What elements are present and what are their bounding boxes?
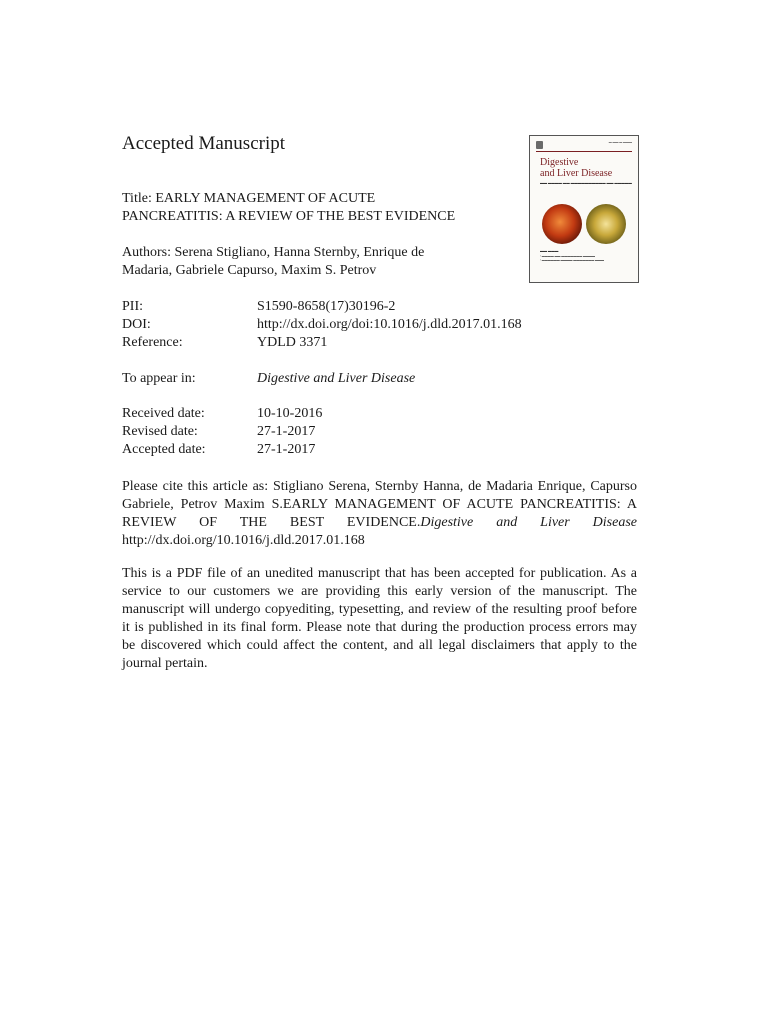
appear-label: To appear in:	[122, 371, 196, 386]
title-line: PANCREATITIS: A REVIEW OF THE BEST EVIDENCE	[122, 209, 456, 224]
accepted-date-label: Accepted date:	[122, 442, 206, 457]
reference-row	[122, 334, 642, 352]
appear-in-row	[122, 370, 642, 388]
doi-label: DOI:	[122, 317, 151, 332]
page-heading: Accepted Manuscript	[122, 133, 286, 154]
cover-journal-title: Digestive and Liver Disease	[540, 157, 613, 179]
accepted-date-value: 27-1-2017	[257, 442, 316, 457]
pii-row	[122, 298, 642, 316]
journal-cover-image	[529, 135, 639, 283]
identifier-list	[122, 298, 642, 352]
cover-rule	[536, 151, 632, 152]
authors-line: Madaria, Gabriele Capurso, Maxim S. Petrov	[122, 263, 377, 278]
cover-contents-heading: ▬▬ ▬▬▬	[540, 249, 559, 253]
revised-date-label: Revised date:	[122, 424, 198, 439]
disclaimer-paragraph: This is a PDF file of an unedited manuscript that has been accepted for publication. As a service to our customers we are providing this early version of the manuscript. The manuscript will undergo copyediting, typesetting, and review of the resulting proof before it is published in its final form. Please note that during the production process errors may be discovered which could affect the content, and all legal disclaimers that apply to the journal pertain.	[122, 566, 637, 671]
accepted-date-row	[122, 441, 642, 459]
citation-journal: Digestive and Liver Disease	[420, 515, 637, 530]
pii-label: PII:	[122, 299, 143, 314]
reference-label: Reference:	[122, 335, 183, 350]
authors-line: Authors: Serena Stigliano, Hanna Sternby, Enrique de	[122, 245, 425, 260]
citation-link[interactable]: http://dx.doi.org/10.1016/j.dld.2017.01.168	[122, 533, 365, 548]
cover-fine-print: ▬ ▬▬ ▬ ▬▬▬	[608, 140, 632, 144]
journal-name: Digestive and Liver Disease	[257, 371, 416, 386]
title-line: Title: EARLY MANAGEMENT OF ACUTE	[122, 191, 376, 206]
reference-value: YDLD 3371	[257, 335, 328, 350]
revised-date-value: 27-1-2017	[257, 424, 316, 439]
received-date-value: 10-10-2016	[257, 406, 323, 421]
date-list	[122, 405, 642, 459]
received-date-label: Received date:	[122, 406, 205, 421]
doi-row	[122, 316, 642, 334]
pii-value: S1590-8658(17)30196-2	[257, 299, 396, 314]
cover-endoscopy-image	[542, 204, 582, 244]
cover-contents-lines: • ▬▬▬▬ ▬▬ ▬▬▬▬▬▬▬ ▬▬▬▬ • ▬▬▬▬▬▬ ▬▬▬▬ ▬▬▬▬▬▬▬ ▬▬▬	[540, 254, 605, 262]
received-date-row	[122, 405, 642, 423]
revised-date-row	[122, 423, 642, 441]
cover-subtitle-lines: ▬▬ ▬▬▬▬ ▬▬ ▬▬▬▬▬▬▬▬▬▬ ▬▬ ▬▬▬▬▬	[540, 181, 632, 185]
cover-microscopy-image	[586, 204, 626, 244]
manuscript-authors	[122, 244, 502, 280]
citation-paragraph	[122, 478, 637, 550]
citation-text: Please cite this article as: Stigliano Serena, Sternby Hanna, de Madaria Enrique, Capurso Gabriele, Petrov Maxim S.EARLY MANAGEMENT OF ACUTE PANCREATITIS: A REVIEW OF THE BEST EVIDENCE.	[122, 479, 637, 530]
doi-value: http://dx.doi.org/doi:10.1016/j.dld.2017.01.168	[257, 317, 522, 332]
manuscript-title	[122, 190, 502, 226]
